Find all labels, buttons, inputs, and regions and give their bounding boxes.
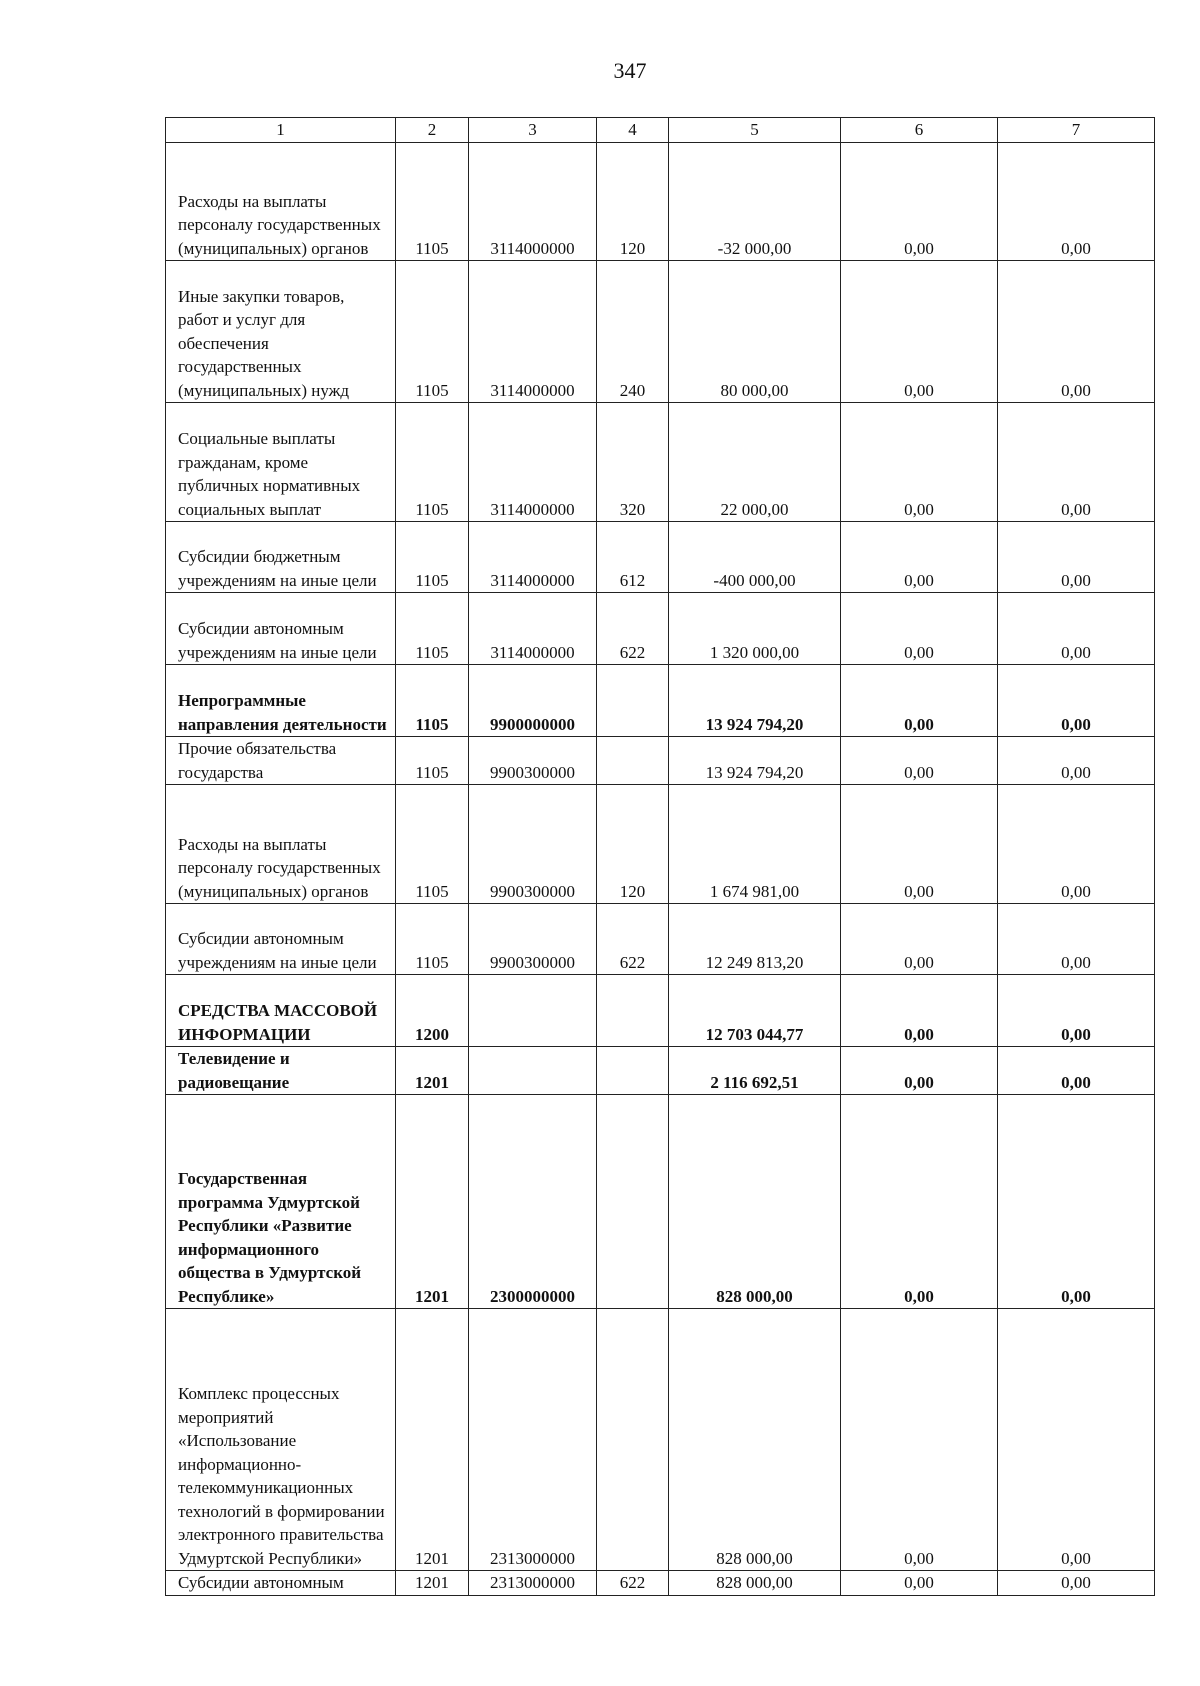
page-number: 347 [613,58,647,83]
amount-col6: 0,00 [841,261,998,403]
amount-col6: 0,00 [841,1047,998,1095]
target-code [469,975,597,1047]
amount-col6: 0,00 [841,1571,998,1596]
amount-col6: 0,00 [841,737,998,785]
amount-col7: 0,00 [998,904,1155,975]
table-row [166,1047,1155,1095]
row-name: Социальные выплаты гражданам, кроме публичных нормативных социальных выплат [166,403,396,522]
amount-col7: 0,00 [998,403,1155,522]
row-name: Субсидии бюджетным учреждениям на иные цели [166,522,396,593]
amount-col7: 0,00 [998,143,1155,261]
target-code: 3114000000 [469,403,597,522]
section-code: 1105 [396,522,469,593]
expense-type [597,665,669,737]
amount: 12 249 813,20 [669,904,841,975]
amount-col7: 0,00 [998,1571,1155,1596]
row-name: Прочие обязательства государства [166,737,396,785]
row-name: Иные закупки товаров, работ и услуг для обеспечения государственных (муниципальных) нужд [166,261,396,403]
expense-type: 612 [597,522,669,593]
amount-col7: 0,00 [998,737,1155,785]
amount-col6: 0,00 [841,403,998,522]
section-code: 1200 [396,975,469,1047]
amount: -400 000,00 [669,522,841,593]
table-row [166,1095,1155,1309]
header-cell: 6 [841,118,998,143]
amount: 2 116 692,51 [669,1047,841,1095]
table-row [166,737,1155,785]
amount-col7: 0,00 [998,1309,1155,1571]
header-cell: 1 [166,118,396,143]
header-cell: 4 [597,118,669,143]
row-name: Расходы на выплаты персоналу государственных (муниципальных) органов [166,143,396,261]
section-code: 1201 [396,1571,469,1596]
row-name: Субсидии автономным учреждениям на иные цели [166,904,396,975]
amount-col6: 0,00 [841,1309,998,1571]
row-name: Расходы на выплаты персоналу государственных (муниципальных) органов [166,785,396,904]
section-code: 1201 [396,1047,469,1095]
row-name: СРЕДСТВА МАССОВОЙ ИНФОРМАЦИИ [166,975,396,1047]
row-name: Телевидение и радиовещание [166,1047,396,1095]
section-code: 1105 [396,665,469,737]
header-cell: 7 [998,118,1155,143]
row-name: Комплекс процессных мероприятий «Использование информационно-телекоммуникационных технологий в формировании электронного правительства Удмуртской Республики» [166,1309,396,1571]
amount-col6: 0,00 [841,593,998,665]
table-row [166,261,1155,403]
amount-col7: 0,00 [998,261,1155,403]
expense-type: 240 [597,261,669,403]
expense-type [597,737,669,785]
section-code: 1105 [396,737,469,785]
amount-col6: 0,00 [841,785,998,904]
section-code: 1105 [396,785,469,904]
amount: 828 000,00 [669,1095,841,1309]
target-code: 9900300000 [469,737,597,785]
table-row [166,1309,1155,1571]
expense-type [597,1309,669,1571]
budget-table [165,117,1155,1596]
target-code: 3114000000 [469,261,597,403]
amount-col6: 0,00 [841,904,998,975]
section-code: 1105 [396,261,469,403]
section-code: 1201 [396,1309,469,1571]
section-code: 1105 [396,403,469,522]
table-row [166,904,1155,975]
target-code: 3114000000 [469,143,597,261]
table-row [166,1571,1155,1596]
expense-type [597,975,669,1047]
target-code: 2300000000 [469,1095,597,1309]
amount-col7: 0,00 [998,1095,1155,1309]
expense-type: 622 [597,1571,669,1596]
section-code: 1105 [396,143,469,261]
target-code: 2313000000 [469,1571,597,1596]
amount: 22 000,00 [669,403,841,522]
table-row [166,665,1155,737]
target-code: 3114000000 [469,522,597,593]
table-row [166,522,1155,593]
target-code: 9900000000 [469,665,597,737]
table-row [166,975,1155,1047]
amount: 828 000,00 [669,1309,841,1571]
amount-col6: 0,00 [841,665,998,737]
amount: 12 703 044,77 [669,975,841,1047]
row-name: Государственная программа Удмуртской Республики «Развитие информационного общества в Удмуртской Республике» [166,1095,396,1309]
expense-type: 622 [597,904,669,975]
target-code: 3114000000 [469,593,597,665]
amount: 1 320 000,00 [669,593,841,665]
table-row [166,593,1155,665]
amount-col6: 0,00 [841,522,998,593]
amount-col6: 0,00 [841,1095,998,1309]
amount-col7: 0,00 [998,785,1155,904]
amount-col6: 0,00 [841,975,998,1047]
amount: 13 924 794,20 [669,737,841,785]
target-code: 2313000000 [469,1309,597,1571]
amount-col7: 0,00 [998,522,1155,593]
section-code: 1201 [396,1095,469,1309]
expense-type: 622 [597,593,669,665]
row-name: Субсидии автономным [166,1571,396,1596]
amount-col7: 0,00 [998,593,1155,665]
expense-type: 320 [597,403,669,522]
amount-col7: 0,00 [998,975,1155,1047]
header-cell: 5 [669,118,841,143]
section-code: 1105 [396,904,469,975]
amount: 1 674 981,00 [669,785,841,904]
row-name: Субсидии автономным учреждениям на иные цели [166,593,396,665]
expense-type: 120 [597,143,669,261]
amount: -32 000,00 [669,143,841,261]
amount-col7: 0,00 [998,1047,1155,1095]
header-cell: 2 [396,118,469,143]
amount-col6: 0,00 [841,143,998,261]
target-code: 9900300000 [469,904,597,975]
amount: 80 000,00 [669,261,841,403]
amount: 13 924 794,20 [669,665,841,737]
amount: 828 000,00 [669,1571,841,1596]
table-row [166,403,1155,522]
expense-type: 120 [597,785,669,904]
table-row [166,143,1155,261]
target-code [469,1047,597,1095]
target-code: 9900300000 [469,785,597,904]
amount-col7: 0,00 [998,665,1155,737]
expense-type [597,1047,669,1095]
row-name: Непрограммные направления деятельности [166,665,396,737]
section-code: 1105 [396,593,469,665]
header-cell: 3 [469,118,597,143]
table-row [166,785,1155,904]
expense-type [597,1095,669,1309]
header-row [166,118,1155,143]
